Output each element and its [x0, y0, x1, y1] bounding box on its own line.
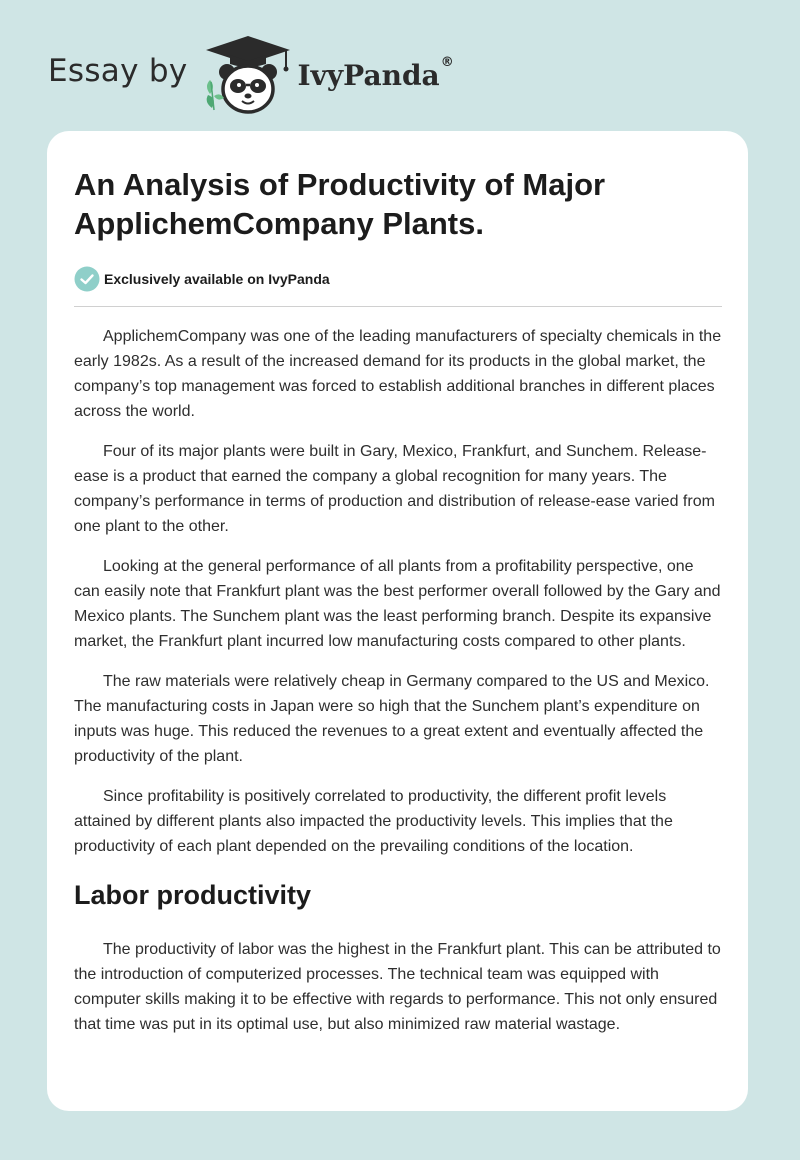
exclusive-badge: [74, 266, 722, 307]
article-body: [74, 324, 722, 1037]
panda-logo-icon[interactable]: [202, 34, 294, 114]
paragraph: The raw materials were relatively cheap in Germany compared to the US and Mexico. The manufacturing costs in Japan were so high that the Sunchem plant’s expenditure on inputs was huge. This reduced the revenues to a great extent and eventually affected the productivity of the plant.: [74, 673, 710, 765]
checkmark-icon: [74, 266, 100, 292]
paragraph: Looking at the general performance of all plants from a profitability perspective, one can easily note that Frankfurt plant was the best performer overall followed by the Gary and Mexico plants. The Sunchem plant was the least performing branch. Despite its expansive market, the Frankfurt plant incurred low manufacturing costs compared to other plants.: [74, 558, 721, 650]
paragraph: Since profitability is positively correlated to productivity, the different profit levels attained by different plants also impacted the productivity levels. This implies that the productivity of each plant depended on the prevailing conditions of the location.: [74, 788, 673, 855]
paragraph: The productivity of labor was the highest in the Frankfurt plant. This can be attributed to the introduction of computerized processes. The technical team was equipped with computer skills making it to be effective with regards to performance. This not only ensured that time was put in its optimal use, but also minimized raw material wastage.: [74, 941, 721, 1033]
article-card: [47, 131, 748, 1111]
paragraph: ApplichemCompany was one of the leading manufacturers of specialty chemicals in the early 1982s. As a result of the increased demand for its products in the global market, the company’s top management was forced to establish additional branches in different places across the world.: [74, 328, 722, 420]
section-heading: Labor productivity: [74, 880, 312, 910]
paragraph: Four of its major plants were built in Gary, Mexico, Frankfurt, and Sunchem. Release-ease is a product that earned the company a global recognition for many years. The company’s performance in terms of production and distribution of release-ease varied from one plant to the other.: [74, 443, 715, 535]
site-header: [48, 34, 454, 114]
article-title: An Analysis of Productivity of Major ApplichemCompany Plants.: [74, 167, 606, 241]
essay-by-label: Essay by: [48, 53, 188, 89]
exclusive-badge-label: Exclusively available on IvyPanda: [104, 271, 330, 287]
ivypanda-wordmark[interactable]: IvyPanda®: [297, 54, 454, 92]
registered-mark: ®: [440, 54, 454, 70]
